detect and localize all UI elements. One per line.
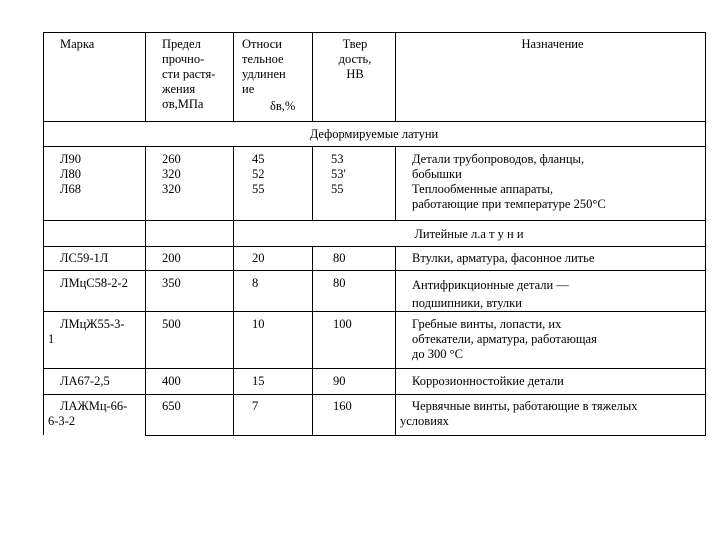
- cast-hardness: 100: [333, 317, 352, 331]
- cast-purpose: Коррозионностойкие детали: [412, 374, 564, 388]
- cast-purpose: Червячные винты, работающие в тяжелых условиях: [400, 399, 638, 428]
- cast-hardness: 90: [333, 374, 346, 388]
- table-border-right: [705, 32, 706, 435]
- col-divider: [395, 32, 396, 121]
- row-divider: [43, 220, 706, 221]
- cast-strength: 500: [162, 317, 181, 331]
- header-elongation: Относи тельное удлинен ие: [242, 37, 286, 96]
- col-divider: [395, 146, 396, 220]
- col-divider: [145, 32, 146, 121]
- cast-purpose: Втулки, арматура, фасонное литье: [412, 251, 595, 265]
- col-divider: [233, 32, 234, 121]
- header-purpose: Назначение: [521, 37, 584, 51]
- cast-hardness: 80: [333, 276, 346, 290]
- cast-grade: ЛМцС58-2-2: [60, 276, 128, 290]
- row-divider: [43, 121, 706, 122]
- cast-hardness: 160: [333, 399, 352, 413]
- section-title-wrought: Деформируемые латуни: [309, 127, 439, 141]
- cast-purpose: Гребные винты, лопасти, их обтекатели, арматура, работающая до 300 °С: [412, 317, 597, 361]
- header-grade: Марка: [60, 37, 95, 51]
- cast-elongation: 7: [252, 399, 259, 413]
- col-divider: [233, 146, 234, 435]
- cast-elongation: 8: [252, 276, 259, 290]
- cast-strength: 650: [162, 399, 181, 413]
- row-divider: [43, 270, 706, 271]
- section-title-cast: Литейные л.а т у н и: [414, 227, 524, 241]
- cast-strength: 400: [162, 374, 181, 388]
- row-divider: [43, 246, 706, 247]
- cast-elongation: 10: [252, 317, 265, 331]
- cast-grade: ЛМцЖ55-3- 1: [48, 317, 125, 346]
- wrought-purposes: Детали трубопроводов, фланцы, бобышки Теплообменные аппараты, работающие при температуре 250°С: [412, 152, 606, 211]
- header-hardness: Твер дость, НВ: [338, 37, 372, 81]
- cast-grade: ЛАЖМц-66- 6-3-2: [48, 399, 128, 428]
- col-divider: [395, 246, 396, 435]
- cast-grade: ЛА67-2,5: [60, 374, 110, 388]
- col-divider: [312, 246, 313, 435]
- col-divider: [312, 146, 313, 220]
- row-divider: [43, 368, 706, 369]
- cast-elongation: 20: [252, 251, 265, 265]
- table-border-bottom: [145, 435, 706, 436]
- wrought-elongations: 45 52 55: [252, 152, 265, 196]
- table-border-left: [43, 32, 44, 435]
- cast-purpose: Антифрикционные детали — подшипники, втулки: [412, 278, 569, 310]
- col-divider: [312, 32, 313, 121]
- cast-strength: 200: [162, 251, 181, 265]
- cast-strength: 350: [162, 276, 181, 290]
- cast-grade: ЛС59-1Л: [60, 251, 109, 265]
- wrought-hardness: 53 53' 55: [331, 152, 346, 196]
- cast-elongation: 15: [252, 374, 265, 388]
- wrought-strengths: 260 320 320: [162, 152, 181, 196]
- cast-hardness: 80: [333, 251, 346, 265]
- col-divider: [145, 146, 146, 435]
- header-strength: Предел прочно- сти растя- жения σв,МПа: [162, 37, 216, 111]
- row-divider: [43, 146, 706, 147]
- table-border-top: [43, 32, 706, 33]
- wrought-grades: Л90 Л80 Л68: [60, 152, 81, 196]
- row-divider: [43, 394, 706, 395]
- header-elongation-unit: δв,%: [270, 99, 296, 113]
